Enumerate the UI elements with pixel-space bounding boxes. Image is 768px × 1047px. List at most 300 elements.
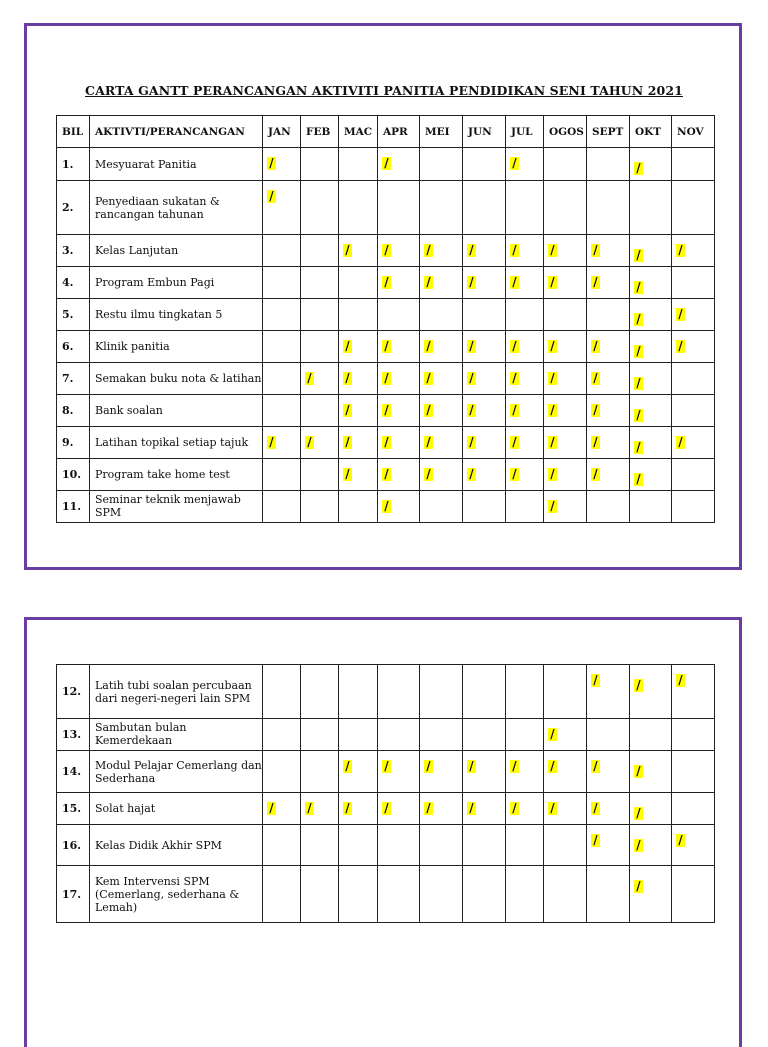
scheduled-mark: / (591, 674, 600, 687)
scheduled-mark: / (424, 760, 433, 773)
scheduled-mark: / (267, 190, 276, 203)
month-cell-sept (587, 148, 630, 181)
activity-cell: Semakan buku nota & latihan (90, 363, 263, 395)
scheduled-mark: / (548, 500, 557, 513)
activity-cell: Program take home test (90, 459, 263, 491)
row-number: 14. (57, 751, 90, 793)
scheduled-mark: / (548, 728, 557, 741)
month-cell-okt (630, 825, 672, 866)
month-cell-nov (672, 267, 715, 299)
scheduled-mark: / (591, 834, 600, 847)
row-number: 15. (57, 793, 90, 825)
scheduled-mark: / (591, 276, 600, 289)
month-cell-apr (378, 235, 420, 267)
month-cell-jul (506, 751, 544, 793)
table-row (57, 719, 715, 751)
scheduled-mark: / (343, 372, 352, 385)
month-cell-jul (506, 235, 544, 267)
gantt-table-page-2 (56, 664, 715, 923)
month-cell-mac (339, 665, 378, 719)
scheduled-mark: / (467, 760, 476, 773)
scheduled-mark: / (548, 244, 557, 257)
scheduled-mark: / (424, 372, 433, 385)
month-cell-nov (672, 866, 715, 923)
month-cell-jul (506, 825, 544, 866)
month-cell-nov (672, 427, 715, 459)
month-cell-mei (420, 363, 463, 395)
month-cell-ogos (544, 148, 587, 181)
month-cell-feb (301, 719, 339, 751)
month-cell-apr (378, 491, 420, 523)
month-cell-jan (263, 793, 301, 825)
month-cell-feb (301, 825, 339, 866)
month-cell-sept (587, 299, 630, 331)
month-cell-nov (672, 181, 715, 235)
month-cell-okt (630, 866, 672, 923)
table-header-row (57, 116, 715, 148)
month-cell-sept (587, 665, 630, 719)
month-cell-nov (672, 719, 715, 751)
month-cell-apr (378, 331, 420, 363)
activity-cell: Kelas Lanjutan (90, 235, 263, 267)
month-cell-feb (301, 491, 339, 523)
month-cell-mei (420, 719, 463, 751)
month-cell-feb (301, 866, 339, 923)
month-cell-ogos (544, 825, 587, 866)
month-cell-mac (339, 751, 378, 793)
scheduled-mark: / (548, 404, 557, 417)
scheduled-mark: / (676, 244, 685, 257)
month-cell-okt (630, 331, 672, 363)
month-cell-jul (506, 331, 544, 363)
month-cell-sept (587, 363, 630, 395)
row-number: 8. (57, 395, 90, 427)
month-cell-mei (420, 181, 463, 235)
month-cell-jun (463, 793, 506, 825)
scheduled-mark: / (267, 436, 276, 449)
row-number: 16. (57, 825, 90, 866)
activity-cell: Solat hajat (90, 793, 263, 825)
month-cell-ogos (544, 235, 587, 267)
month-cell-jun (463, 181, 506, 235)
month-cell-mei (420, 866, 463, 923)
header-month: JUL (506, 116, 544, 148)
month-cell-apr (378, 665, 420, 719)
month-cell-mei (420, 331, 463, 363)
month-cell-jun (463, 331, 506, 363)
scheduled-mark: / (548, 468, 557, 481)
month-cell-jan (263, 825, 301, 866)
activity-cell: Mesyuarat Panitia (90, 148, 263, 181)
scheduled-mark: / (591, 244, 600, 257)
scheduled-mark: / (591, 340, 600, 353)
scheduled-mark: / (634, 377, 643, 390)
table-row (57, 459, 715, 491)
month-cell-feb (301, 148, 339, 181)
header-month: JUN (463, 116, 506, 148)
month-cell-ogos (544, 665, 587, 719)
month-cell-mac (339, 459, 378, 491)
activity-cell: Kelas Didik Akhir SPM (90, 825, 263, 866)
month-cell-apr (378, 459, 420, 491)
month-cell-nov (672, 491, 715, 523)
month-cell-jun (463, 866, 506, 923)
month-cell-jun (463, 825, 506, 866)
scheduled-mark: / (676, 834, 685, 847)
month-cell-apr (378, 866, 420, 923)
scheduled-mark: / (467, 802, 476, 815)
month-cell-jan (263, 427, 301, 459)
month-cell-okt (630, 363, 672, 395)
month-cell-feb (301, 331, 339, 363)
table-row (57, 267, 715, 299)
table-row (57, 665, 715, 719)
month-cell-jan (263, 299, 301, 331)
activity-cell: Modul Pelajar Cemerlang dan Sederhana (90, 751, 263, 793)
month-cell-mac (339, 866, 378, 923)
row-number: 1. (57, 148, 90, 181)
table-row (57, 395, 715, 427)
month-cell-apr (378, 363, 420, 395)
month-cell-jan (263, 235, 301, 267)
month-cell-mei (420, 793, 463, 825)
month-cell-mac (339, 181, 378, 235)
activity-cell: Bank soalan (90, 395, 263, 427)
month-cell-nov (672, 751, 715, 793)
scheduled-mark: / (343, 468, 352, 481)
scheduled-mark: / (467, 340, 476, 353)
month-cell-ogos (544, 866, 587, 923)
month-cell-mei (420, 267, 463, 299)
month-cell-sept (587, 267, 630, 299)
scheduled-mark: / (343, 436, 352, 449)
month-cell-feb (301, 427, 339, 459)
month-cell-feb (301, 459, 339, 491)
month-cell-okt (630, 751, 672, 793)
month-cell-jul (506, 148, 544, 181)
scheduled-mark: / (634, 441, 643, 454)
scheduled-mark: / (424, 404, 433, 417)
row-number: 6. (57, 331, 90, 363)
scheduled-mark: / (382, 500, 391, 513)
month-cell-jan (263, 751, 301, 793)
scheduled-mark: / (467, 372, 476, 385)
scheduled-mark: / (510, 340, 519, 353)
month-cell-nov (672, 235, 715, 267)
table-row (57, 866, 715, 923)
scheduled-mark: / (634, 880, 643, 893)
header-month: OGOS (544, 116, 587, 148)
month-cell-apr (378, 793, 420, 825)
month-cell-sept (587, 825, 630, 866)
month-cell-jul (506, 267, 544, 299)
month-cell-apr (378, 181, 420, 235)
month-cell-jun (463, 491, 506, 523)
month-cell-feb (301, 235, 339, 267)
month-cell-nov (672, 793, 715, 825)
month-cell-okt (630, 665, 672, 719)
month-cell-apr (378, 427, 420, 459)
month-cell-sept (587, 331, 630, 363)
month-cell-mac (339, 427, 378, 459)
month-cell-jul (506, 793, 544, 825)
month-cell-jul (506, 665, 544, 719)
month-cell-okt (630, 719, 672, 751)
month-cell-ogos (544, 363, 587, 395)
month-cell-okt (630, 395, 672, 427)
month-cell-mac (339, 299, 378, 331)
month-cell-mac (339, 491, 378, 523)
scheduled-mark: / (382, 760, 391, 773)
scheduled-mark: / (510, 157, 519, 170)
month-cell-jan (263, 459, 301, 491)
month-cell-jun (463, 267, 506, 299)
scheduled-mark: / (548, 372, 557, 385)
month-cell-sept (587, 459, 630, 491)
month-cell-jul (506, 395, 544, 427)
month-cell-mac (339, 363, 378, 395)
month-cell-jun (463, 719, 506, 751)
scheduled-mark: / (591, 404, 600, 417)
header-activity: AKTIVTI/PERANCANGAN (90, 116, 263, 148)
table-row (57, 751, 715, 793)
month-cell-apr (378, 267, 420, 299)
month-cell-jan (263, 395, 301, 427)
month-cell-mei (420, 491, 463, 523)
row-number: 7. (57, 363, 90, 395)
month-cell-feb (301, 395, 339, 427)
month-cell-jan (263, 181, 301, 235)
month-cell-okt (630, 148, 672, 181)
month-cell-jan (263, 866, 301, 923)
month-cell-sept (587, 491, 630, 523)
month-cell-jun (463, 395, 506, 427)
activity-cell: Sambutan bulan Kemerdekaan (90, 719, 263, 751)
document-title: CARTA GANTT PERANCANGAN AKTIVITI PANITIA PENDIDIKAN SENI TAHUN 2021 (85, 83, 683, 98)
scheduled-mark: / (634, 249, 643, 262)
row-number: 2. (57, 181, 90, 235)
month-cell-mac (339, 267, 378, 299)
row-number: 11. (57, 491, 90, 523)
month-cell-mac (339, 719, 378, 751)
scheduled-mark: / (305, 372, 314, 385)
scheduled-mark: / (343, 404, 352, 417)
header-bil: BIL (57, 116, 90, 148)
activity-cell: Penyediaan sukatan & rancangan tahunan (90, 181, 263, 235)
month-cell-apr (378, 395, 420, 427)
scheduled-mark: / (634, 839, 643, 852)
month-cell-okt (630, 181, 672, 235)
month-cell-ogos (544, 299, 587, 331)
month-cell-jun (463, 459, 506, 491)
month-cell-mei (420, 427, 463, 459)
table-row (57, 235, 715, 267)
month-cell-jun (463, 235, 506, 267)
scheduled-mark: / (591, 760, 600, 773)
month-cell-feb (301, 299, 339, 331)
scheduled-mark: / (343, 760, 352, 773)
scheduled-mark: / (591, 802, 600, 815)
scheduled-mark: / (267, 157, 276, 170)
month-cell-feb (301, 665, 339, 719)
scheduled-mark: / (424, 340, 433, 353)
scheduled-mark: / (510, 372, 519, 385)
header-month: MEI (420, 116, 463, 148)
gantt-table-page-1 (56, 115, 715, 523)
month-cell-mei (420, 825, 463, 866)
month-cell-apr (378, 825, 420, 866)
month-cell-jun (463, 427, 506, 459)
month-cell-jan (263, 719, 301, 751)
month-cell-jul (506, 427, 544, 459)
month-cell-sept (587, 751, 630, 793)
month-cell-feb (301, 751, 339, 793)
activity-cell: Seminar teknik menjawab SPM (90, 491, 263, 523)
table-row (57, 491, 715, 523)
activity-cell: Latihan topikal setiap tajuk (90, 427, 263, 459)
header-month: NOV (672, 116, 715, 148)
header-month: MAC (339, 116, 378, 148)
month-cell-ogos (544, 793, 587, 825)
table-row (57, 181, 715, 235)
scheduled-mark: / (343, 802, 352, 815)
month-cell-mac (339, 825, 378, 866)
month-cell-jul (506, 491, 544, 523)
scheduled-mark: / (510, 244, 519, 257)
month-cell-okt (630, 299, 672, 331)
scheduled-mark: / (343, 244, 352, 257)
scheduled-mark: / (548, 802, 557, 815)
scheduled-mark: / (424, 276, 433, 289)
month-cell-ogos (544, 459, 587, 491)
scheduled-mark: / (634, 313, 643, 326)
month-cell-nov (672, 825, 715, 866)
month-cell-ogos (544, 719, 587, 751)
scheduled-mark: / (510, 276, 519, 289)
month-cell-ogos (544, 267, 587, 299)
month-cell-apr (378, 299, 420, 331)
table-row (57, 148, 715, 181)
scheduled-mark: / (467, 468, 476, 481)
activity-cell: Latih tubi soalan percubaan dari negeri-negeri lain SPM (90, 665, 263, 719)
scheduled-mark: / (305, 436, 314, 449)
scheduled-mark: / (548, 760, 557, 773)
month-cell-mei (420, 299, 463, 331)
scheduled-mark: / (676, 308, 685, 321)
month-cell-mac (339, 235, 378, 267)
month-cell-jun (463, 148, 506, 181)
month-cell-sept (587, 866, 630, 923)
table-row (57, 825, 715, 866)
scheduled-mark: / (424, 802, 433, 815)
scheduled-mark: / (634, 162, 643, 175)
month-cell-jul (506, 866, 544, 923)
scheduled-mark: / (634, 679, 643, 692)
month-cell-sept (587, 395, 630, 427)
month-cell-jun (463, 299, 506, 331)
table-row (57, 331, 715, 363)
scheduled-mark: / (424, 468, 433, 481)
month-cell-okt (630, 793, 672, 825)
scheduled-mark: / (510, 404, 519, 417)
month-cell-feb (301, 793, 339, 825)
scheduled-mark: / (382, 372, 391, 385)
month-cell-sept (587, 719, 630, 751)
scheduled-mark: / (382, 244, 391, 257)
month-cell-apr (378, 148, 420, 181)
month-cell-ogos (544, 181, 587, 235)
scheduled-mark: / (591, 436, 600, 449)
scheduled-mark: / (467, 276, 476, 289)
month-cell-okt (630, 459, 672, 491)
scheduled-mark: / (510, 436, 519, 449)
month-cell-jan (263, 267, 301, 299)
scheduled-mark: / (382, 404, 391, 417)
month-cell-jul (506, 299, 544, 331)
month-cell-mei (420, 665, 463, 719)
scheduled-mark: / (634, 473, 643, 486)
month-cell-mac (339, 331, 378, 363)
month-cell-mei (420, 459, 463, 491)
month-cell-jan (263, 665, 301, 719)
scheduled-mark: / (634, 409, 643, 422)
activity-cell: Program Embun Pagi (90, 267, 263, 299)
row-number: 3. (57, 235, 90, 267)
scheduled-mark: / (467, 244, 476, 257)
scheduled-mark: / (548, 340, 557, 353)
scheduled-mark: / (267, 802, 276, 815)
month-cell-mei (420, 148, 463, 181)
row-number: 10. (57, 459, 90, 491)
month-cell-jan (263, 491, 301, 523)
scheduled-mark: / (382, 340, 391, 353)
scheduled-mark: / (382, 276, 391, 289)
scheduled-mark: / (510, 468, 519, 481)
month-cell-jan (263, 331, 301, 363)
header-month: FEB (301, 116, 339, 148)
month-cell-jul (506, 719, 544, 751)
month-cell-jul (506, 181, 544, 235)
scheduled-mark: / (343, 340, 352, 353)
scheduled-mark: / (676, 340, 685, 353)
scheduled-mark: / (676, 436, 685, 449)
header-month: APR (378, 116, 420, 148)
month-cell-nov (672, 363, 715, 395)
month-cell-feb (301, 363, 339, 395)
month-cell-mac (339, 148, 378, 181)
month-cell-sept (587, 235, 630, 267)
scheduled-mark: / (634, 807, 643, 820)
month-cell-mac (339, 395, 378, 427)
month-cell-jun (463, 665, 506, 719)
scheduled-mark: / (634, 345, 643, 358)
row-number: 17. (57, 866, 90, 923)
scheduled-mark: / (510, 802, 519, 815)
activity-cell: Restu ilmu tingkatan 5 (90, 299, 263, 331)
scheduled-mark: / (676, 674, 685, 687)
month-cell-okt (630, 427, 672, 459)
month-cell-nov (672, 395, 715, 427)
month-cell-jan (263, 148, 301, 181)
activity-cell: Klinik panitia (90, 331, 263, 363)
scheduled-mark: / (305, 802, 314, 815)
row-number: 12. (57, 665, 90, 719)
scheduled-mark: / (634, 765, 643, 778)
month-cell-sept (587, 427, 630, 459)
month-cell-sept (587, 181, 630, 235)
header-month: SEPT (587, 116, 630, 148)
activity-cell: Kem Intervensi SPM (Cemerlang, sederhana & Lemah) (90, 866, 263, 923)
